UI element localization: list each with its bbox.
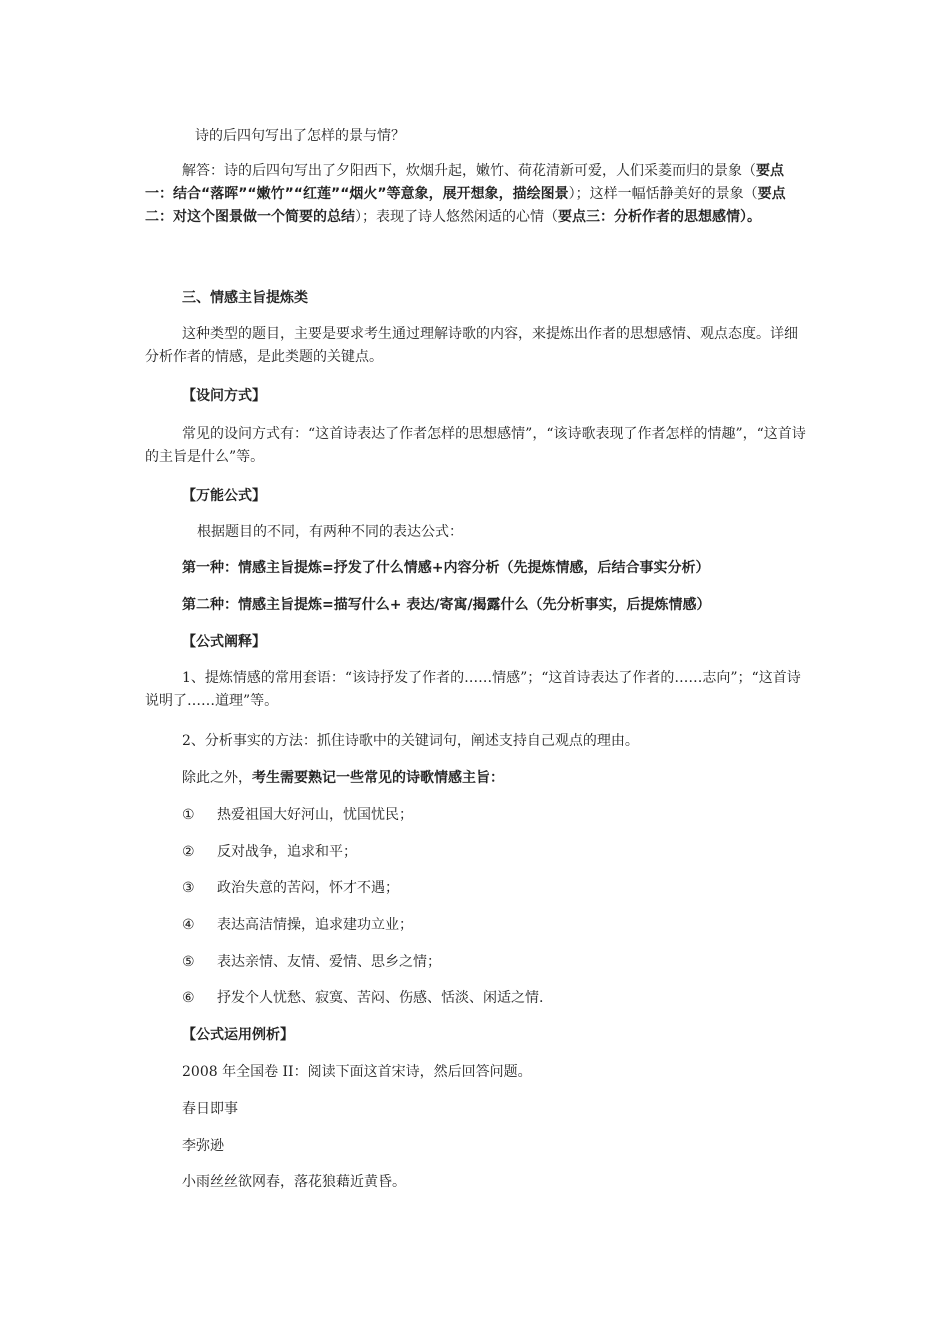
explain-one: 1、提炼情感的常用套语：“该诗抒发了作者的……情感”；“这首诗表达了作者的……志向”；“这首诗说明了……道理”等。	[145, 670, 801, 709]
answer-text-a: 解答：诗的后四句写出了夕阳西下，炊烟升起，嫩竹、荷花清新可爱，人们采菱而归的景象（	[182, 163, 756, 179]
theme-number: ②	[182, 844, 195, 860]
example-source: 2008 年全国卷 II：阅读下面这首宋诗，然后回答问题。	[182, 1064, 532, 1080]
besides-line	[182, 767, 802, 790]
answer-text-e: ）；表现了诗人悠然闲适的心情（	[355, 209, 558, 225]
formula-intro: 根据题目的不同，有两种不同的表达公式：	[197, 524, 463, 540]
besides-plain: 除此之外，	[182, 770, 252, 786]
heading-formula: 【万能公式】	[182, 488, 266, 504]
theme-number: ①	[182, 807, 195, 823]
theme-number: ④	[182, 917, 195, 933]
answer-point-1: 要点一：结合“落晖”“嫩竹”“红莲”“烟火”等意象，展开想象，描绘图景	[145, 163, 784, 202]
formula-two: 第二种：情感主旨提炼=描写什么+ 表达/寄寓/揭露什么（先分析事实，后提炼情感）	[182, 597, 711, 613]
intro-paragraph: 这种类型的题目，主要是要求考生通过理解诗歌的内容，来提炼出作者的思想感情、观点态度。详细分析作者的情感，是此类题的关键点。	[145, 326, 798, 365]
theme-text: 政治失意的苦闷，怀才不遇；	[217, 880, 399, 896]
theme-text: 热爱祖国大好河山，忧国忧民；	[217, 807, 413, 823]
ask-paragraph: 常见的设问方式有：“这首诗表达了作者怎样的思想感情”，“该诗歌表现了作者怎样的情趣”，“这首诗的主旨是什么”等。	[145, 426, 806, 465]
theme-item	[182, 951, 441, 974]
explain-two: 2、分析事实的方法：抓住诗歌中的关键词句，阐述支持自己观点的理由。	[182, 733, 639, 749]
question-text: 诗的后四句写出了怎样的景与情？	[195, 128, 405, 144]
answer-text-c: ）；这样一幅恬静美好的景象（	[568, 186, 758, 202]
answer-paragraph	[145, 160, 810, 229]
section-title: 三、情感主旨提炼类	[182, 290, 308, 306]
theme-text: 抒发个人忧愁、寂寞、苦闷、伤感、恬淡、闲适之情.	[217, 990, 544, 1006]
theme-text: 表达高洁情操，追求建功立业；	[217, 917, 413, 933]
theme-item	[182, 841, 357, 864]
formula-one: 第一种：情感主旨提炼=抒发了什么情感+内容分析（先提炼情感，后结合事实分析）	[182, 560, 710, 576]
heading-ask: 【设问方式】	[182, 388, 266, 404]
theme-text: 反对战争，追求和平；	[217, 844, 357, 860]
heading-explain: 【公式阐释】	[182, 634, 266, 650]
theme-item	[182, 804, 413, 827]
poem-title: 春日即事	[182, 1101, 238, 1117]
answer-point-2: 要点二：对这个图景做一个简要的总结	[145, 186, 786, 225]
theme-item	[182, 877, 399, 900]
theme-number: ⑥	[182, 990, 195, 1006]
besides-bold: 考生需要熟记一些常见的诗歌情感主旨：	[252, 770, 504, 786]
theme-item	[182, 914, 413, 937]
heading-example: 【公式运用例析】	[182, 1027, 294, 1043]
poem-line: 小雨丝丝欲网春，落花狼藉近黄昏。	[182, 1174, 406, 1190]
answer-point-3: 要点三：分析作者的思想感情）。	[558, 209, 761, 225]
theme-text: 表达亲情、友情、爱情、思乡之情；	[217, 954, 441, 970]
theme-item	[182, 987, 543, 1010]
theme-number: ⑤	[182, 954, 195, 970]
theme-number: ③	[182, 880, 195, 896]
poem-author: 李弥逊	[182, 1138, 224, 1154]
